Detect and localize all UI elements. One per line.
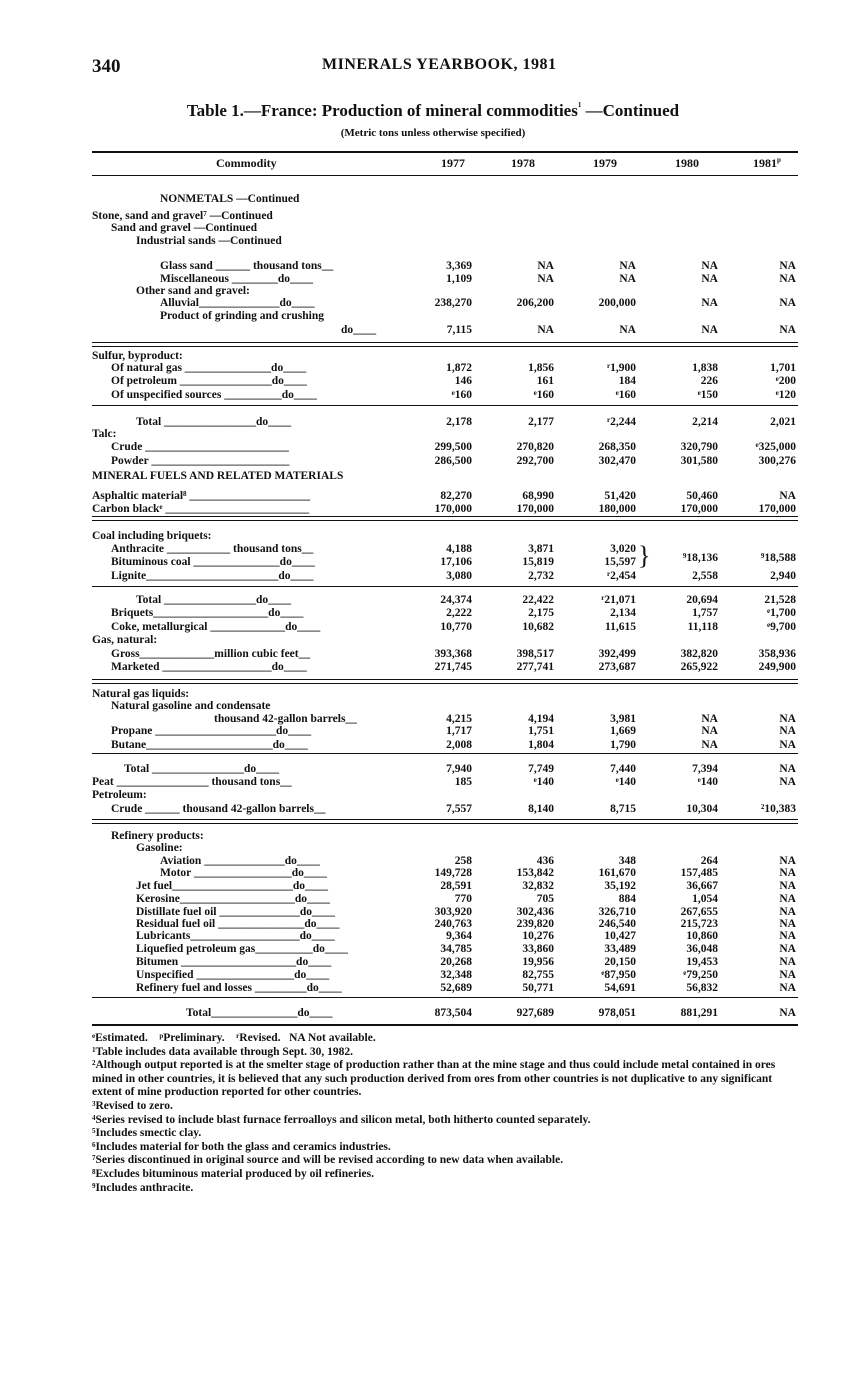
table-cell: $^e$140: [615, 776, 636, 788]
table-cell: $^e$160: [615, 389, 636, 401]
table-cell: NA: [779, 893, 796, 905]
table-cell: NA: [779, 969, 796, 981]
table-cell: 180,000: [598, 503, 636, 515]
table-cell: 22,422: [522, 594, 554, 606]
table-cell: 303,920: [434, 906, 472, 918]
table-cell: 15,819: [522, 556, 554, 568]
table-cell: 8,140: [528, 803, 554, 815]
table-cell: 1,757: [692, 607, 718, 619]
header-rule-bottom: [92, 175, 798, 176]
table-cell: 2,134: [610, 607, 636, 619]
section-rule: [92, 819, 798, 820]
table-cell: $^e$9,700: [767, 621, 796, 633]
col-header-1980: 1980: [675, 156, 699, 170]
table-cell: 270,820: [516, 441, 554, 453]
row-label: Lubricants___________________do____: [136, 930, 335, 942]
row-label: Unspecified _________________do____: [136, 969, 330, 981]
table-cell: NA: [779, 943, 796, 955]
table-cell: 24,374: [440, 594, 472, 606]
table-cell: 3,871: [528, 543, 554, 555]
table-cell: 3,020: [610, 543, 636, 555]
row-label: Of unspecified sources __________do____: [111, 389, 317, 401]
table-cell: $^e$120: [775, 389, 796, 401]
table-cell: 978,051: [598, 1007, 636, 1019]
row-label: Total_______________do____: [186, 1007, 333, 1019]
table-cell: 7,940: [446, 763, 472, 775]
table-cell: 11,615: [605, 621, 636, 633]
table-cell: 32,348: [440, 969, 472, 981]
row-label: Sand and gravel —Continued: [111, 222, 258, 234]
table-cell: $^r$21,071: [601, 594, 636, 606]
table-cell: 1,054: [692, 893, 718, 905]
row-label: Petroleum:: [92, 789, 147, 801]
page-number: 340: [92, 56, 121, 77]
table-cell: 238,270: [434, 297, 472, 309]
footnote-legend: $^e$Estimated. $^p$Preliminary. $^r$Revised. NA Not available.: [92, 1032, 376, 1044]
table-cell: 299,500: [434, 441, 472, 453]
table-cell: 146: [454, 375, 472, 387]
table-cell: NA: [779, 867, 796, 879]
table-cell: NA: [779, 324, 796, 336]
col-header-commodity: Commodity: [216, 156, 277, 170]
table-cell: 32,832: [522, 880, 554, 892]
table-cell: NA: [619, 324, 636, 336]
table-cell: $^e$140: [697, 776, 718, 788]
table-cell: NA: [701, 273, 718, 285]
table-cell: 2,021: [770, 416, 796, 428]
footnote: $^8$Excludes bituminous material produced by oil refineries.: [92, 1167, 374, 1180]
row-label: Carbon black$^e$ _________________________: [92, 503, 310, 515]
table-cell: 2,175: [528, 607, 554, 619]
table-cell: 20,150: [604, 956, 636, 968]
table-cell: 927,689: [516, 1007, 554, 1019]
footnote: $^7$Series discontinued in original source and will be revised according to new data when available.: [92, 1154, 564, 1167]
table-cell: NA: [779, 260, 796, 272]
table-cell: 10,427: [604, 930, 636, 942]
table-cell: $^r$2,244: [607, 416, 636, 428]
table-cell: 348: [618, 855, 636, 867]
table-cell: NA: [779, 763, 796, 775]
table-cell: 3,369: [446, 260, 472, 272]
table-cell: NA: [701, 297, 718, 309]
table-cell: 264: [700, 855, 718, 867]
row-label: Glass sand ______ thousand tons__: [160, 260, 334, 272]
table-cell: 10,682: [522, 621, 554, 633]
table-cell: 1,669: [610, 725, 636, 737]
table-cell: 28,591: [440, 880, 472, 892]
section-rule: [92, 586, 798, 587]
table-cell: 286,500: [434, 455, 472, 467]
table-cell: 184: [618, 375, 636, 387]
table-cell: 1,872: [446, 362, 472, 374]
row-label: Total ________________do____: [124, 763, 280, 775]
row-label: Stone, sand and gravel$^7$ —Continued: [92, 210, 273, 222]
row-label: Lignite_______________________do____: [111, 570, 314, 582]
table-cell: 50,460: [686, 490, 718, 502]
row-label: Briquets____________________do____: [111, 607, 304, 619]
table-cell: 10,770: [440, 621, 472, 633]
table-cell: 265,922: [680, 661, 718, 673]
table-cell: 153,842: [516, 867, 554, 879]
table-cell: 302,470: [598, 455, 636, 467]
table-cell: 271,745: [434, 661, 472, 673]
table-cell: $^r$2,454: [607, 570, 636, 582]
table-cell: 200,000: [598, 297, 636, 309]
table-cell: 170,000: [516, 503, 554, 515]
table-cell: NA: [779, 880, 796, 892]
row-label: Butane______________________do____: [111, 739, 308, 751]
row-label: thousand 42-gallon barrels__: [214, 713, 357, 725]
footnote: $^6$Includes material for both the glass and ceramics industries.: [92, 1140, 391, 1153]
table-cell: 170,000: [434, 503, 472, 515]
table-cell: 54,691: [604, 982, 636, 994]
table-cell: 185: [454, 776, 472, 788]
table-cell: NA: [619, 260, 636, 272]
footnotes: [92, 1032, 802, 1195]
col-header-1981: 1981$^p$: [753, 156, 781, 170]
row-label: Residual fuel oil _______________do____: [136, 918, 340, 930]
row-label: Of natural gas _______________do____: [111, 362, 307, 374]
table-cell: 392,499: [598, 648, 636, 660]
row-label: Powder ________________________: [111, 455, 290, 467]
table-cell: 50,771: [522, 982, 554, 994]
table-cell: 3,080: [446, 570, 472, 582]
table-cell: 320,790: [680, 441, 718, 453]
table-cell: 170,000: [758, 503, 796, 515]
table-cell: NA: [779, 776, 796, 788]
table-cell: $^2$10,383: [760, 803, 796, 815]
table-cell: 268,350: [598, 441, 636, 453]
table-cell: 2,008: [446, 739, 472, 751]
table-cell: NA: [537, 260, 554, 272]
table-cell: 2,177: [528, 416, 554, 428]
footnote: $^9$Includes anthracite.: [92, 1181, 194, 1194]
row-label: Sulfur, byproduct:: [92, 350, 183, 362]
table-subtitle: (Metric tons unless otherwise specified): [340, 127, 526, 139]
table-cell: 35,192: [604, 880, 636, 892]
table-cell: $^e$79,250: [683, 969, 718, 981]
table-cell: NA: [779, 297, 796, 309]
table-cell: 157,485: [680, 867, 718, 879]
table-cell: NA: [701, 713, 718, 725]
table-cell: 300,276: [758, 455, 796, 467]
table-cell: 301,580: [680, 455, 718, 467]
running-head: MINERALS YEARBOOK, 1981: [322, 56, 557, 73]
table-cell: 1,838: [692, 362, 718, 374]
section-rule: [92, 997, 798, 998]
table-cell: 239,820: [516, 918, 554, 930]
table-cell: 2,558: [692, 570, 718, 582]
table-cell: 17,106: [440, 556, 472, 568]
table-cell: 10,304: [686, 803, 718, 815]
table-cell: 4,188: [446, 543, 472, 555]
table-cell: NA: [779, 982, 796, 994]
header-rule-top: [92, 151, 798, 153]
row-label: Total ________________do____: [136, 416, 292, 428]
table-cell: 3,981: [610, 713, 636, 725]
row-label: Liquefied petroleum gas__________do____: [136, 943, 348, 955]
table-bottom-rule: [92, 1024, 798, 1026]
table-cell: 52,689: [440, 982, 472, 994]
table-cell: NA: [779, 930, 796, 942]
footnote: $^5$Includes smectic clay.: [92, 1127, 202, 1140]
table-cell: $^e$140: [533, 776, 554, 788]
table-cell: NA: [537, 273, 554, 285]
table-cell: 82,270: [440, 490, 472, 502]
row-label: Talc:: [92, 428, 117, 440]
table-cell: 1,701: [770, 362, 796, 374]
row-label: Propane _____________________do____: [111, 725, 312, 737]
table-cell: 68,990: [522, 490, 554, 502]
table-cell: 1,856: [528, 362, 554, 374]
table-cell: NA: [779, 906, 796, 918]
table-cell: 770: [454, 893, 472, 905]
table-cell: 873,504: [434, 1007, 472, 1019]
section-rule: [92, 683, 798, 684]
col-header-1978: 1978: [511, 156, 535, 170]
table-cell: 326,710: [598, 906, 636, 918]
table-cell: 4,215: [446, 713, 472, 725]
row-label: Jet fuel_____________________do____: [136, 880, 328, 892]
table-cell: 240,763: [434, 918, 472, 930]
section-rule: [92, 346, 798, 347]
row-label: Coke, metallurgical _____________do____: [111, 621, 321, 633]
table-cell: 11,118: [687, 621, 718, 633]
table-cell: 705: [536, 893, 554, 905]
table-cell: 277,741: [516, 661, 554, 673]
row-label: Natural gas liquids:: [92, 688, 190, 700]
table-cell: 2,178: [446, 416, 472, 428]
table-cell: 881,291: [680, 1007, 718, 1019]
table-cell: NA: [779, 1007, 796, 1019]
table-title: Table 1.—France: Production of mineral commodities$^1$ —Continued: [186, 101, 680, 120]
row-label: Crude ______ thousand 42-gallon barrels__: [111, 803, 326, 815]
table-cell: 51,420: [604, 490, 636, 502]
table-cell: $^r$1,900: [607, 362, 636, 374]
table-cell: 56,832: [686, 982, 718, 994]
col-header-1977: 1977: [441, 156, 465, 170]
row-label: Peat ________________ thousand tons__: [92, 776, 292, 788]
table-cell: 382,820: [680, 648, 718, 660]
table-cell: 161,670: [598, 867, 636, 879]
row-label: Of petroleum ________________do____: [111, 375, 307, 387]
table-cell: 206,200: [516, 297, 554, 309]
table-cell: 2,214: [692, 416, 718, 428]
table-cell: 33,489: [604, 943, 636, 955]
table-cell: 4,194: [528, 713, 554, 725]
table-cell: 33,860: [522, 943, 554, 955]
table-cell: NA: [779, 490, 796, 502]
table-cell: 249,900: [758, 661, 796, 673]
table-cell: NA: [701, 739, 718, 751]
table-cell: 9,364: [446, 930, 472, 942]
table-cell: 8,715: [610, 803, 636, 815]
footnote: $^4$Series revised to include blast furnace ferroalloys and silicon metal, both hitherto counted separately.: [92, 1113, 591, 1126]
section-rule: [92, 342, 798, 343]
row-label: Motor _________________do____: [160, 867, 327, 879]
table-cell: 2,222: [446, 607, 472, 619]
table-cell: NA: [779, 725, 796, 737]
table-cell: 1,109: [446, 273, 472, 285]
table-cell: 1,804: [528, 739, 554, 751]
row-label: Aviation ______________do____: [160, 855, 320, 867]
row-label: Coal including briquets:: [92, 530, 212, 542]
table-cell: 884: [618, 893, 636, 905]
table-cell: 36,667: [686, 880, 718, 892]
row-label: Refinery fuel and losses _________do____: [136, 982, 342, 994]
table-cell: 292,700: [516, 455, 554, 467]
table-cell: $^9$18,588: [760, 552, 796, 564]
table-cell: 34,785: [440, 943, 472, 955]
table-cell: $^e$200: [775, 375, 796, 387]
table-cell: 170,000: [680, 503, 718, 515]
table-cell: NA: [779, 739, 796, 751]
table-cell: 36,048: [686, 943, 718, 955]
table-cell: 398,517: [516, 648, 554, 660]
table-cell: 10,276: [522, 930, 554, 942]
table-cell: 149,728: [434, 867, 472, 879]
table-cell: $^e$150: [697, 389, 718, 401]
row-label: MINERAL FUELS AND RELATED MATERIALS: [92, 470, 344, 482]
table-cell: 273,687: [598, 661, 636, 673]
row-label: Gas, natural:: [92, 634, 158, 646]
table-cell: 267,655: [680, 906, 718, 918]
row-label: Crude _________________________: [111, 441, 289, 453]
section-rule: [92, 405, 798, 406]
row-label: do____: [341, 324, 377, 336]
table-cell: 2,732: [528, 570, 554, 582]
table-cell: 20,268: [440, 956, 472, 968]
table-cell: NA: [779, 855, 796, 867]
table-cell: $^e$1,700: [767, 607, 796, 619]
section-rule: [92, 520, 798, 521]
table-cell: 7,440: [610, 763, 636, 775]
table-cell: 2,940: [770, 570, 796, 582]
row-label: Natural gasoline and condensate: [111, 700, 271, 712]
table-cell: 1,751: [528, 725, 554, 737]
section-rule: [92, 823, 798, 824]
table-cell: 258: [454, 855, 472, 867]
section-rule: [92, 516, 798, 517]
row-label: Other sand and gravel:: [136, 285, 250, 297]
row-label: Gasoline:: [136, 842, 183, 854]
table-cell: 20,694: [686, 594, 718, 606]
table-cell: 436: [536, 855, 554, 867]
table-cell: NA: [537, 324, 554, 336]
table-cell: 215,723: [680, 918, 718, 930]
footnote: $^1$Table includes data available through Sept. 30, 1982.: [92, 1045, 354, 1058]
table-cell: 7,557: [446, 803, 472, 815]
table-cell: 393,368: [434, 648, 472, 660]
table-cell: 19,956: [522, 956, 554, 968]
table-cell: 7,394: [692, 763, 718, 775]
table-cell: 358,936: [758, 648, 796, 660]
table-cell: NA: [701, 725, 718, 737]
table-cell: NA: [779, 713, 796, 725]
table-cell: 21,528: [764, 594, 796, 606]
row-label: Bituminous coal _______________do____: [111, 556, 315, 568]
row-label: Asphaltic material$^8$ _____________________: [92, 490, 311, 502]
table-cell: 19,453: [686, 956, 718, 968]
section-rule: [92, 753, 798, 754]
row-label: Bitumen ____________________do____: [136, 956, 332, 968]
section-rule: [92, 679, 798, 680]
row-label: Anthracite ___________ thousand tons__: [111, 543, 314, 555]
table-cell: 226: [700, 375, 718, 387]
row-label: Miscellaneous ________do____: [160, 273, 314, 285]
table-cell: 161: [536, 375, 554, 387]
table-cell: 15,597: [604, 556, 636, 568]
table-cell: 302,436: [516, 906, 554, 918]
footnote: $^3$Revised to zero.: [92, 1099, 173, 1112]
table-cell: NA: [779, 956, 796, 968]
table-cell: 246,540: [598, 918, 636, 930]
table-cell: NA: [701, 324, 718, 336]
table-cell: 7,749: [528, 763, 554, 775]
table-cell: NA: [619, 273, 636, 285]
table-cell: NA: [779, 273, 796, 285]
footnote: $^2$Although output reported is at the smelter stage of production rather than at the mine stage and thus could include metal contained in ores mined in other countries, it is believed that any such production derived from ores from other countries is not duplicative to any significant extent of mine production reported for other countries.: [92, 1059, 776, 1099]
table-cell: $^e$160: [533, 389, 554, 401]
col-header-1979: 1979: [593, 156, 617, 170]
table-cell: NA: [779, 918, 796, 930]
row-label: Gross_____________million cubic feet__: [111, 648, 311, 660]
row-label: Refinery products:: [111, 830, 204, 842]
coal-brace: }: [638, 541, 651, 570]
table-cell: 10,860: [686, 930, 718, 942]
row-label: Industrial sands —Continued: [136, 235, 282, 247]
table-cell: $^e$325,000: [755, 441, 796, 453]
row-label: Alluvial______________do____: [160, 297, 315, 309]
table-cell: 7,115: [446, 324, 472, 336]
row-label: Total ________________do____: [136, 594, 292, 606]
table-cell: $^e$87,950: [601, 969, 636, 981]
row-label: NONMETALS —Continued: [160, 193, 300, 205]
table-cell: 82,755: [522, 969, 554, 981]
table-cell: NA: [701, 260, 718, 272]
row-label: Marketed ___________________do____: [111, 661, 307, 673]
table-cell: $^e$160: [451, 389, 472, 401]
row-label: Kerosine____________________do____: [136, 893, 331, 905]
row-label: Product of grinding and crushing: [160, 310, 325, 322]
table-cell: $^9$18,136: [682, 552, 718, 564]
table-cell: 1,790: [610, 739, 636, 751]
table-cell: 1,717: [446, 725, 472, 737]
row-label: Distillate fuel oil ______________do____: [136, 906, 336, 918]
